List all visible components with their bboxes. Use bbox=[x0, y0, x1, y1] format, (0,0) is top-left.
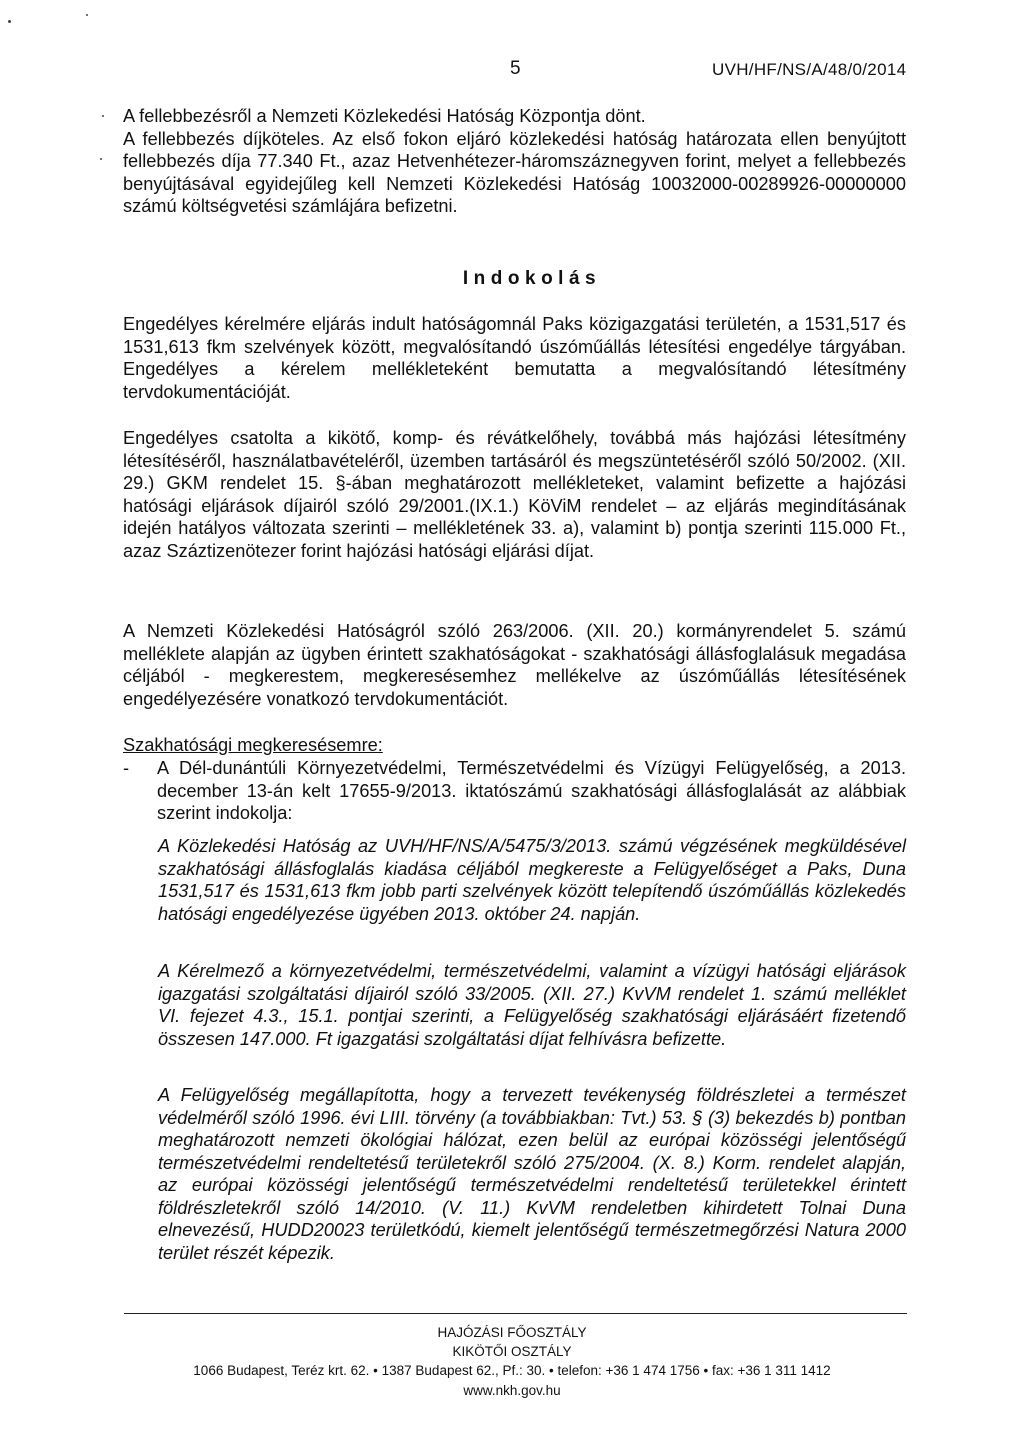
paragraph-text: Engedélyes kérelmére eljárás indult hatóságomnál Paks közigazgatási területén, a 1531,517 és 1531,613 fkm szelvények között, megvalósítandó úszóműállás létesítési engedélye tárgyában. Engedélyes a kérelem mellékleteként bemutatta a megvalósítandó létesítmény tervdokumentációját. bbox=[123, 314, 906, 402]
scan-speck bbox=[100, 158, 102, 160]
footer-office: KIKÖTŐI OSZTÁLY bbox=[452, 1344, 572, 1359]
footer-department: HAJÓZÁSI FŐOSZTÁLY bbox=[437, 1325, 587, 1340]
paragraph-text: Engedélyes csatolta a kikötő, komp- és révátkelőhely, továbbá más hajózási létesítmény létesítéséről, használatbavételéről, üzemben tartásáról és megszüntetéséről szóló 50/2002. (XII. 29.) GKM rendelet 15. §-ában meghatározott mellékleteket, valamint befizette a hajózási hatósági eljárások díjairól szóló 29/2001.(IX.1.) KöViM rendelet – az eljárás megindításának idején hatályos változata szerinti – mellékletének 33. a), valamint b) pontja szerinti 115.000 Ft., azaz Száztizenötezer forint hajózási hatósági eljárási díjat. bbox=[123, 428, 906, 561]
scan-speck bbox=[8, 20, 11, 23]
quote-text: A Felügyelőség megállapította, hogy a tervezett tevékenység földrészletei a természet védelméről szóló 1996. évi LIII. törvény (a továbbiakban: Tvt.) 53. § (3) bekezdés b) pontban meghatározott nemzeti ökológiai hálózat, ezen belül az európai közösségi jelentőségű természetvédelmi rendeltetésű területekről szóló 275/2004. (X. 8.) Korm. rendelet alapján, az európai közösségi jelentőségű természetvédelmi rendeltetésű területekkel érintett földrészletekről szóló 14/2010. (V. 11.) KvVM rendeletben kihirdetett Tolnai Duna elnevezésű, HUDD20023 területkódú, kiemelt jelentőségű természetmegőrzési Natura 2000 terület részét képezik. bbox=[158, 1085, 906, 1263]
bullet-text: A Dél-dunántúli Környezetvédelmi, Természetvédelmi és Vízügyi Felügyelőség, a 2013. december 13-án kelt 17655-9/2013. iktatószámú szakhatósági állásfoglalását az alábbiak szerint indokolja: bbox=[157, 758, 906, 823]
intro-paragraph-2: A fellebbezés díjköteles. Az első fokon eljáró közlekedési hatóság határozata ellen benyújtott fellebbezés díja 77.340 Ft., azaz Hetvenhétezer-háromszáznegyven forint, melyet a fellebbezés benyújtásával egyidejűleg kell Nemzeti Közlekedési Hatóság 10032000-00289926-00000000 számú költségvetési számlájára befizetni. bbox=[123, 128, 906, 216]
intro-block bbox=[123, 105, 906, 218]
list-item bbox=[123, 757, 906, 825]
section-paragraph-3 bbox=[123, 620, 906, 710]
bullet-dash: - bbox=[123, 758, 130, 778]
section-paragraph-2 bbox=[123, 427, 906, 562]
footer-contact: 1066 Budapest, Teréz krt. 62. • 1387 Budapest 62., Pf.: 30. • telefon: +36 1 474 1756 • fax: +36 1 311 1412 bbox=[193, 1363, 831, 1378]
paragraph-text: A Nemzeti Közlekedési Hatóságról szóló 263/2006. (XII. 20.) kormányrendelet 5. számú melléklete alapján az ügyben érintett szakhatóságokat - szakhatósági állásfoglalásuk megadása céljából - megkerestem, megkeresésemhez mellékelve az úszóműállás létesítésének engedélyezésére vonatkozó tervdokumentációt. bbox=[123, 621, 906, 709]
footer-divider bbox=[124, 1313, 907, 1314]
bullet-list bbox=[123, 757, 906, 825]
scan-speck bbox=[86, 14, 88, 16]
quoted-paragraph-1 bbox=[158, 835, 906, 925]
subsection-title: Szakhatósági megkeresésemre: bbox=[123, 735, 383, 755]
quoted-paragraph-3 bbox=[158, 1084, 906, 1264]
quoted-paragraph-2 bbox=[158, 960, 906, 1050]
page-number: 5 bbox=[510, 58, 521, 79]
scan-speck bbox=[102, 115, 104, 117]
section-paragraph-1 bbox=[123, 313, 906, 403]
quote-text: A Kérelmező a környezetvédelmi, természetvédelmi, valamint a vízügyi hatósági eljárások igazgatási szolgáltatási díjairól szóló 33/2005. (XII. 27.) KvVM rendelet 1. számú melléklet VI. fejezet 4.3., 15.1. pontjai szerinti, a Felügyelőség szakhatósági eljárásáért fizetendő összesen 147.000. Ft igazgatási szolgáltatási díjat felhívásra befizette. bbox=[158, 961, 906, 1049]
document-reference: UVH/HF/NS/A/48/0/2014 bbox=[712, 60, 907, 79]
section-heading: Indokolás bbox=[462, 268, 602, 289]
footer-website: www.nkh.gov.hu bbox=[463, 1383, 561, 1398]
quote-text: A Közlekedési Hatóság az UVH/HF/NS/A/5475/3/2013. számú végzésének megküldésével szakhatósági állásfoglalás kiadása céljából megkereste a Felügyelőséget a Paks, Duna 1531,517 és 1531,613 fkm jobb parti szelvények között telepítendő úszóműállás közlekedés hatósági engedélyezése ügyében 2013. október 24. napján. bbox=[158, 836, 906, 924]
intro-paragraph-1: A fellebbezésről a Nemzeti Közlekedési Hatóság Központja dönt. bbox=[123, 106, 646, 126]
